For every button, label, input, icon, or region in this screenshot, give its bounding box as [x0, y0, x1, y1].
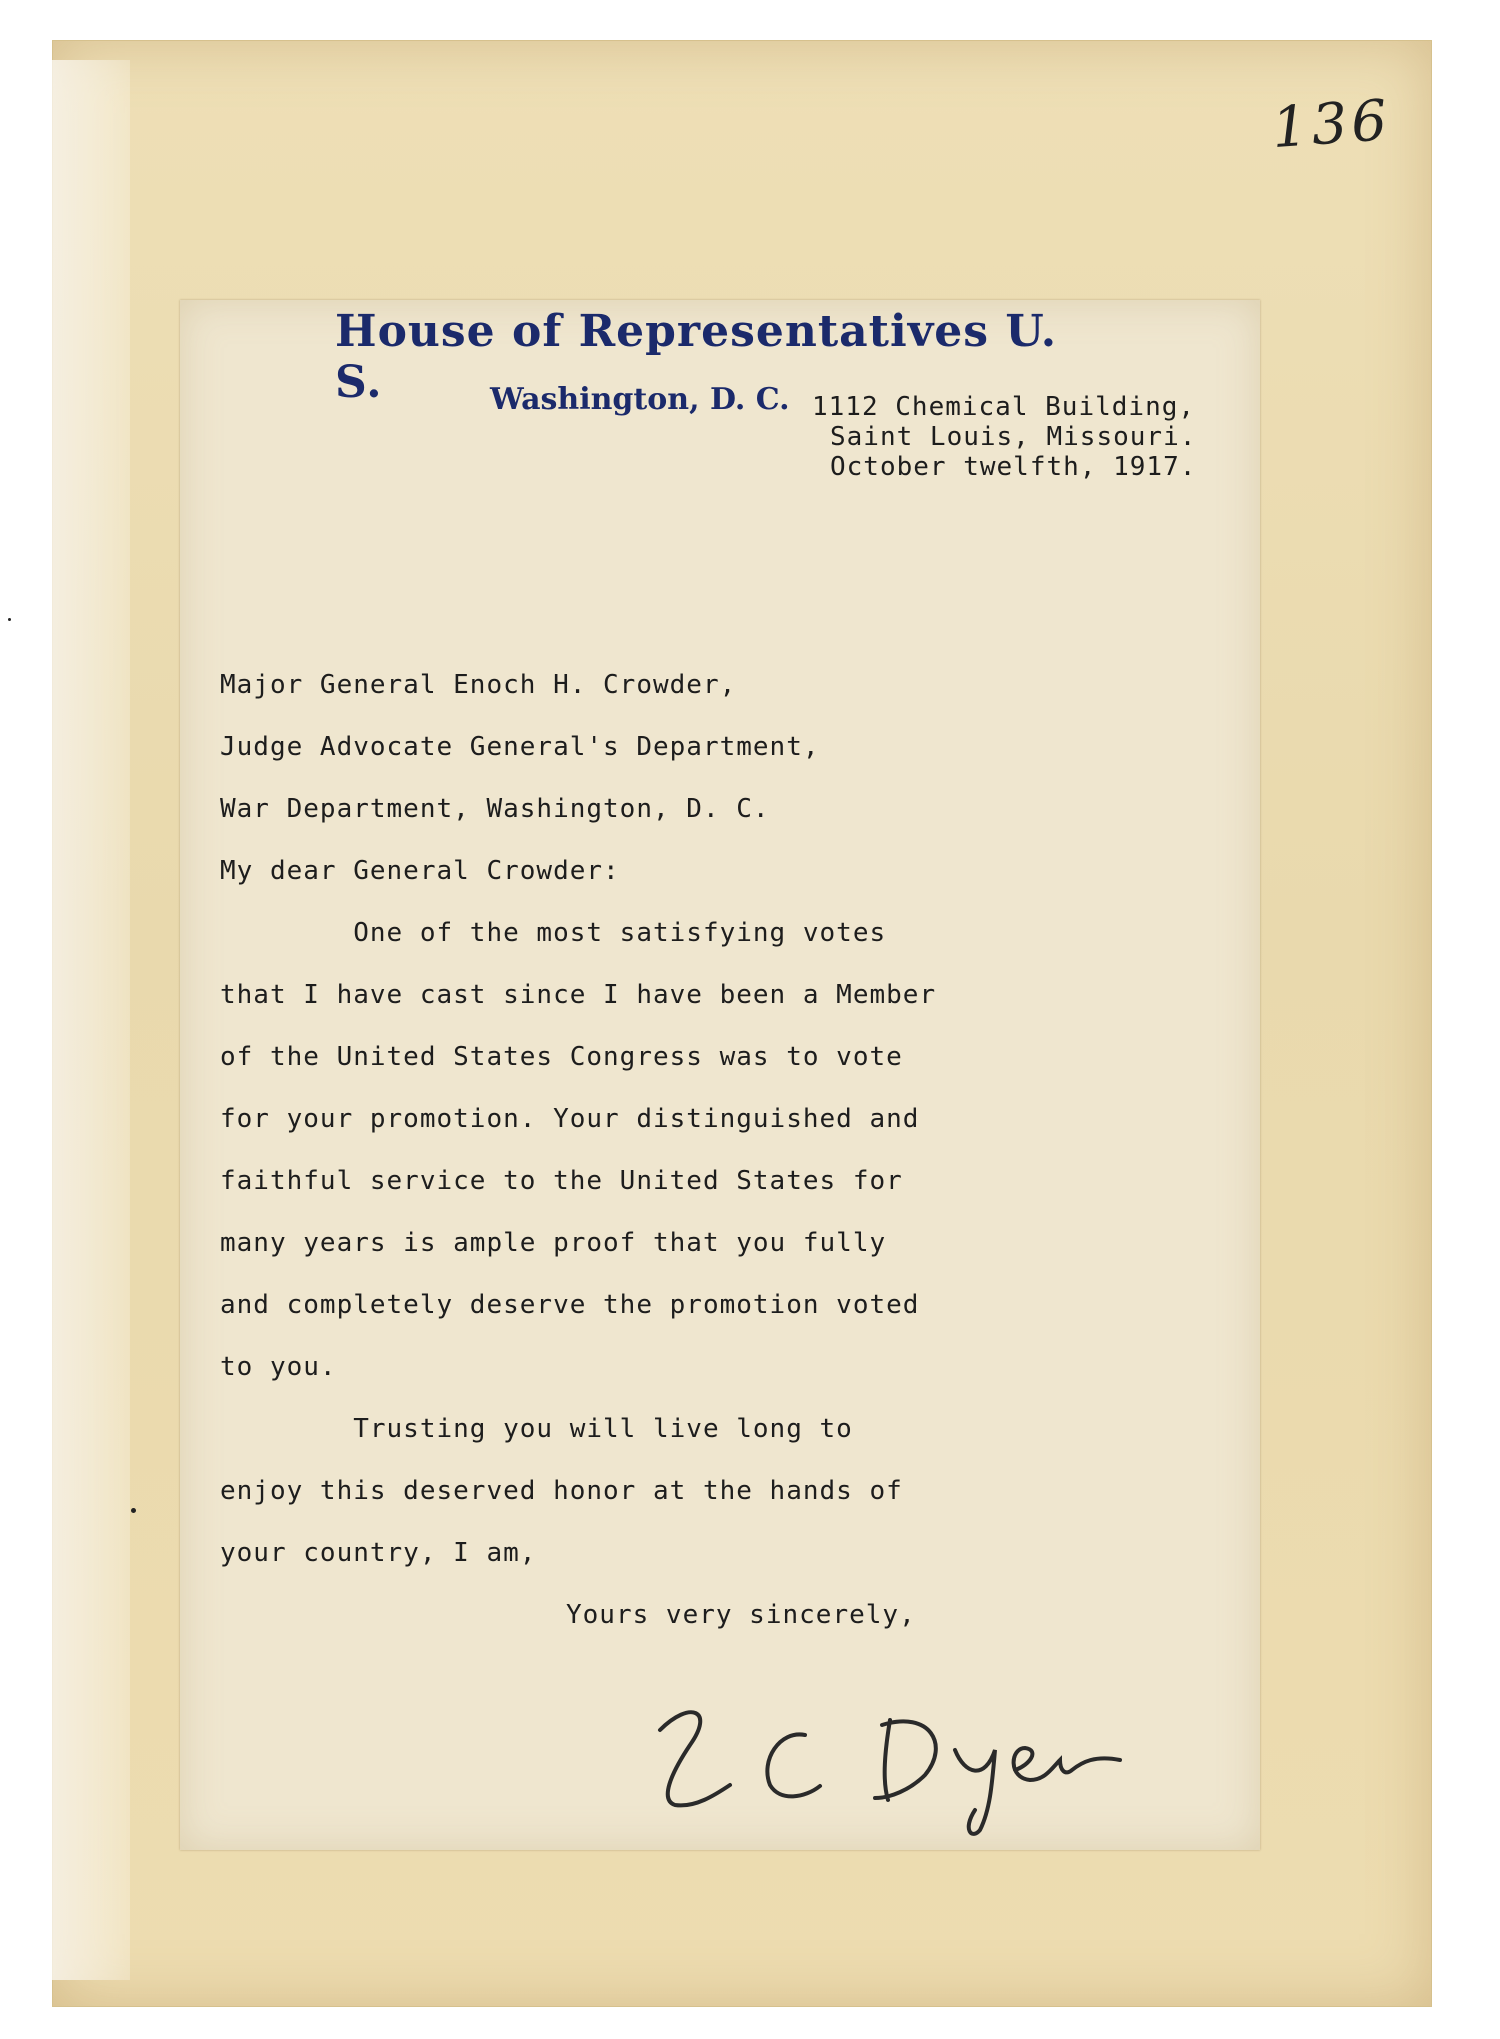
margin-dot [131, 1508, 136, 1513]
body-line: of the United States Congress was to vote [220, 1042, 903, 1072]
letter-date: October twelfth, 1917. [830, 452, 1197, 482]
body-line: One of the most satisfying votes [220, 918, 887, 948]
page-number: 136 [1269, 87, 1394, 162]
letter-sheet [180, 300, 1260, 1850]
address-line-1: 1112 Chemical Building, [812, 392, 1196, 422]
body-line: faithful service to the United States for [220, 1166, 903, 1196]
address-line-2: Saint Louis, Missouri. [830, 422, 1197, 452]
body-line: your country, I am, [220, 1538, 537, 1568]
margin-dot [8, 618, 11, 621]
letterhead-title: House of Representatives U. S. [335, 306, 1058, 408]
body-line: and completely deserve the promotion voted [220, 1290, 920, 1320]
body-line: to you. [220, 1352, 337, 1382]
recipient-line-1: Major General Enoch H. Crowder, [220, 670, 737, 700]
recipient-line-3: War Department, Washington, D. C. [220, 794, 770, 824]
handwritten-signature [620, 1690, 1140, 1840]
body-line: that I have cast since I have been a Member [220, 980, 937, 1010]
closing: Yours very sincerely, [566, 1600, 916, 1630]
body-line: for your promotion. Your distinguished and [220, 1104, 920, 1134]
letterhead-location: Washington, D. C. [490, 382, 790, 417]
tissue-overlay [40, 60, 130, 1980]
salutation: My dear General Crowder: [220, 856, 620, 886]
body-line: Trusting you will live long to [220, 1414, 853, 1444]
signature-drawing [620, 1690, 1140, 1840]
body-line: many years is ample proof that you fully [220, 1228, 887, 1258]
recipient-line-2: Judge Advocate General's Department, [220, 732, 820, 762]
body-line: enjoy this deserved honor at the hands of [220, 1476, 903, 1506]
